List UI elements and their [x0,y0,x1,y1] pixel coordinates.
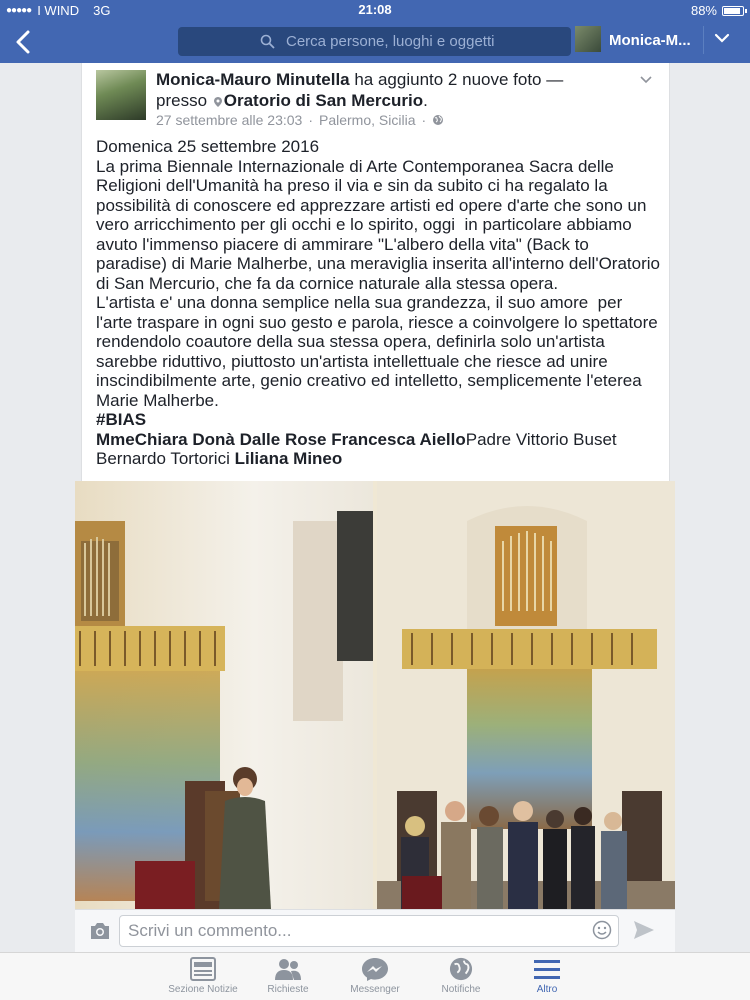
top-bar [0,0,750,63]
tag-user[interactable]: Bernardo Tortorici [96,449,230,468]
place-link[interactable]: Oratorio di San Mercurio [223,91,424,110]
comment-input[interactable] [119,915,619,947]
signal-icon: ●●●●● [6,5,32,16]
comment-bar [75,909,675,952]
camera-icon[interactable] [89,922,111,940]
tab-messenger[interactable] [330,957,420,995]
profile-name[interactable]: Monica-M... [609,32,691,49]
status-bar [0,0,750,20]
tab-label: Messenger [350,984,400,995]
post-date[interactable]: 27 settembre alle 23:03 [156,112,303,128]
search-icon [260,34,275,49]
post-options-chevron-icon[interactable] [639,75,653,85]
photo-artist-image [75,481,373,909]
tab-label: Altro [536,984,558,995]
carrier-label: I WIND [37,3,80,18]
post-text: Domenica 25 settembre 2016 La prima Biennale Internazionale di Arte Contemporanea Sacra delle Religioni dell'Umanità ha preso il via e sin da subito ci ha regalato la possibilità di conoscere ed apprezzare artisti ed opere d'arte che sono un vero arricchimento per gli occhi e lo spirito, oggi in particolare abbiamo avuto l'immenso piacere di ammirare "L'albero della vita" (Back to paradise) di Marie Malherbe, una meraviglia inserita all'interno dell'Oratorio di San Mercurio, che fa da cornice naturale alla stessa opera. L'artista e' una donna semplice nella sua grandezza, il suo amore per l'arte traspare in ogni suo gesto e parola, riesce a coinvolgere lo spettatore rendendolo coautore della sua stessa opera, definirla solo un'artista sarebbe riduttivo, piuttosto un'artista intellettuale che riesce ad unire inscindibilmente arte, genio creativo ed intelletto, semplicemente l'eterea Marie Malherbe. [96,137,660,410]
chevron-left-icon [12,28,36,56]
photo-grid [75,481,675,909]
tag-user[interactable]: Padre Vittorio Buset [465,429,617,449]
network-label: 3G [93,3,111,18]
tab-label: Notifiche [441,984,481,995]
nav-divider [703,26,704,54]
author-avatar[interactable] [96,70,146,120]
tab-news-feed[interactable] [158,957,248,995]
chevron-down-icon[interactable] [714,32,730,44]
post-location[interactable]: Palermo, Sicilia [319,112,416,128]
meta-dot: · [308,112,313,128]
messenger-icon [361,957,389,981]
tab-more[interactable] [502,957,592,995]
post-photo[interactable] [75,481,373,909]
emoji-icon[interactable] [592,920,612,940]
tab-notifications[interactable] [416,957,506,995]
clock: 21:08 [358,2,392,17]
tab-requests[interactable] [243,957,333,995]
tag-user[interactable]: MmeChiara Donà Dalle Rose [96,429,327,449]
hashtag[interactable]: #BIAS [96,410,147,429]
meta-dot: · [421,112,427,128]
profile-avatar[interactable] [575,26,601,52]
post-meta [156,112,444,128]
post-photo[interactable] [377,481,675,909]
post-card [81,63,670,481]
news-feed-icon [190,957,216,981]
tab-label: Richieste [267,984,309,995]
menu-icon [533,957,561,981]
globe-icon [432,114,444,126]
post-action: ha aggiunto 2 nuove foto — [349,70,564,89]
post-body [96,137,661,469]
author-name[interactable]: Monica-Mauro Minutella [156,70,350,89]
search-placeholder: Cerca persone, luoghi e oggetti [286,33,495,50]
at-prefix: presso [156,91,208,110]
search-input[interactable] [178,27,571,56]
photo-group-image [377,481,675,909]
tag-user[interactable]: Liliana Mineo [234,449,343,468]
location-pin-icon [214,97,222,107]
send-icon[interactable] [633,920,655,940]
nav-bar [0,22,750,60]
globe-icon [448,957,474,981]
friends-icon [273,957,303,981]
tab-label: Sezione Notizie [168,984,238,995]
comment-placeholder: Scrivi un commento... [128,921,292,940]
tag-user[interactable]: Francesca Aiello [331,429,466,449]
battery-icon [722,6,744,16]
tab-bar [0,952,750,1000]
post-header: Monica-Mauro Minutella ha aggiunto 2 nuove foto — presso Oratorio di San Mercurio. [156,70,564,110]
battery-percent: 88% [690,3,717,18]
back-button[interactable] [12,28,36,56]
